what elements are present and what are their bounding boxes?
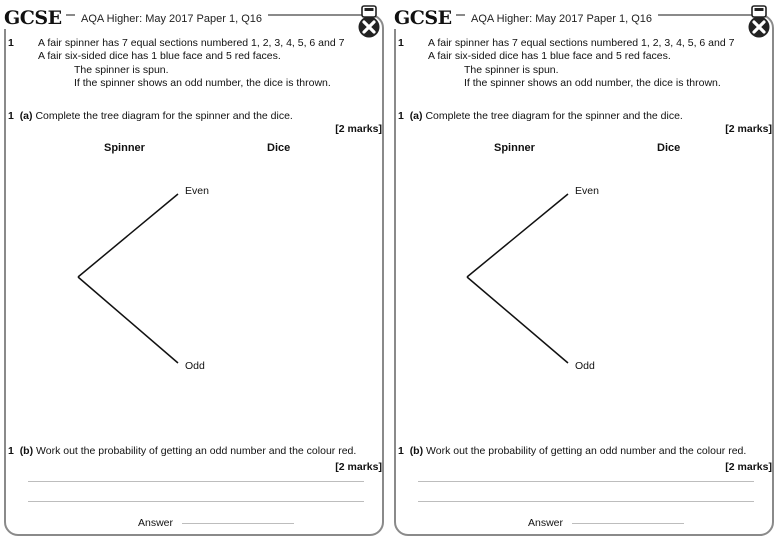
stem-line: The spinner is spun.	[74, 63, 169, 76]
question-number: 1	[398, 37, 404, 49]
part-b-prompt	[398, 445, 768, 457]
page-title: AQA Higher: May 2017 Paper 1, Q16	[75, 13, 268, 25]
part-text: Work out the probability of getting an odd number and the colour red.	[36, 445, 357, 457]
part-label: (a)	[409, 110, 423, 122]
marks-badge: [2 marks]	[725, 461, 772, 473]
stem-line: A fair six-sided dice has 1 blue face and 5 red faces.	[38, 50, 281, 63]
spinner-heading: Spinner	[104, 142, 145, 154]
working-line[interactable]	[418, 501, 754, 502]
part-text: Complete the tree diagram for the spinner and the dice.	[35, 110, 293, 122]
stem-line: If the spinner shows an odd number, the dice is thrown.	[464, 77, 721, 90]
branch-label-odd: Odd	[575, 360, 595, 372]
brand-logo: GCSE	[2, 7, 66, 29]
branch-label-even: Even	[185, 185, 209, 197]
part-a-prompt	[398, 110, 768, 122]
part-number: 1	[8, 445, 14, 457]
part-label: (b)	[19, 445, 34, 457]
stem-line: A fair spinner has 7 equal sections numbered 1, 2, 3, 4, 5, 6 and 7	[428, 37, 735, 49]
working-line[interactable]	[28, 481, 364, 482]
part-number: 1	[398, 445, 404, 457]
question-stem	[428, 37, 768, 91]
page-title: AQA Higher: May 2017 Paper 1, Q16	[465, 13, 658, 25]
worksheet-right	[390, 0, 780, 540]
answer-line[interactable]	[572, 523, 684, 524]
calculator-not-allowed-icon	[744, 5, 774, 39]
part-label: (b)	[409, 445, 424, 457]
answer-label: Answer	[138, 517, 174, 529]
header	[0, 3, 390, 29]
dice-heading: Dice	[267, 142, 291, 154]
branch-label-odd: Odd	[185, 360, 205, 372]
marks-badge: [2 marks]	[335, 461, 382, 473]
marks-badge: [2 marks]	[335, 123, 382, 135]
part-text: Complete the tree diagram for the spinner and the dice.	[425, 110, 683, 122]
page-frame	[4, 14, 384, 536]
part-label: (a)	[19, 110, 33, 122]
part-number: 1	[398, 110, 404, 122]
part-b-prompt	[8, 445, 378, 457]
stem-line: A fair spinner has 7 equal sections numbered 1, 2, 3, 4, 5, 6 and 7	[38, 37, 345, 49]
marks-badge: [2 marks]	[725, 123, 772, 135]
stem-line: A fair six-sided dice has 1 blue face and 5 red faces.	[428, 50, 671, 63]
stem-line: The spinner is spun.	[464, 63, 559, 76]
answer-line[interactable]	[182, 523, 294, 524]
question-number: 1	[8, 37, 14, 49]
part-number: 1	[8, 110, 14, 122]
answer-label: Answer	[528, 517, 564, 529]
dice-heading: Dice	[657, 142, 681, 154]
spinner-heading: Spinner	[494, 142, 535, 154]
stem-line: If the spinner shows an odd number, the dice is thrown.	[74, 77, 331, 90]
brand-logo: GCSE	[392, 7, 456, 29]
part-text: Work out the probability of getting an odd number and the colour red.	[426, 445, 747, 457]
header	[390, 3, 780, 29]
branch-label-even: Even	[575, 185, 599, 197]
question-stem	[38, 37, 378, 91]
calculator-not-allowed-icon	[354, 5, 384, 39]
working-line[interactable]	[28, 501, 364, 502]
part-a-prompt	[8, 110, 378, 122]
working-line[interactable]	[418, 481, 754, 482]
page-frame	[394, 14, 774, 536]
